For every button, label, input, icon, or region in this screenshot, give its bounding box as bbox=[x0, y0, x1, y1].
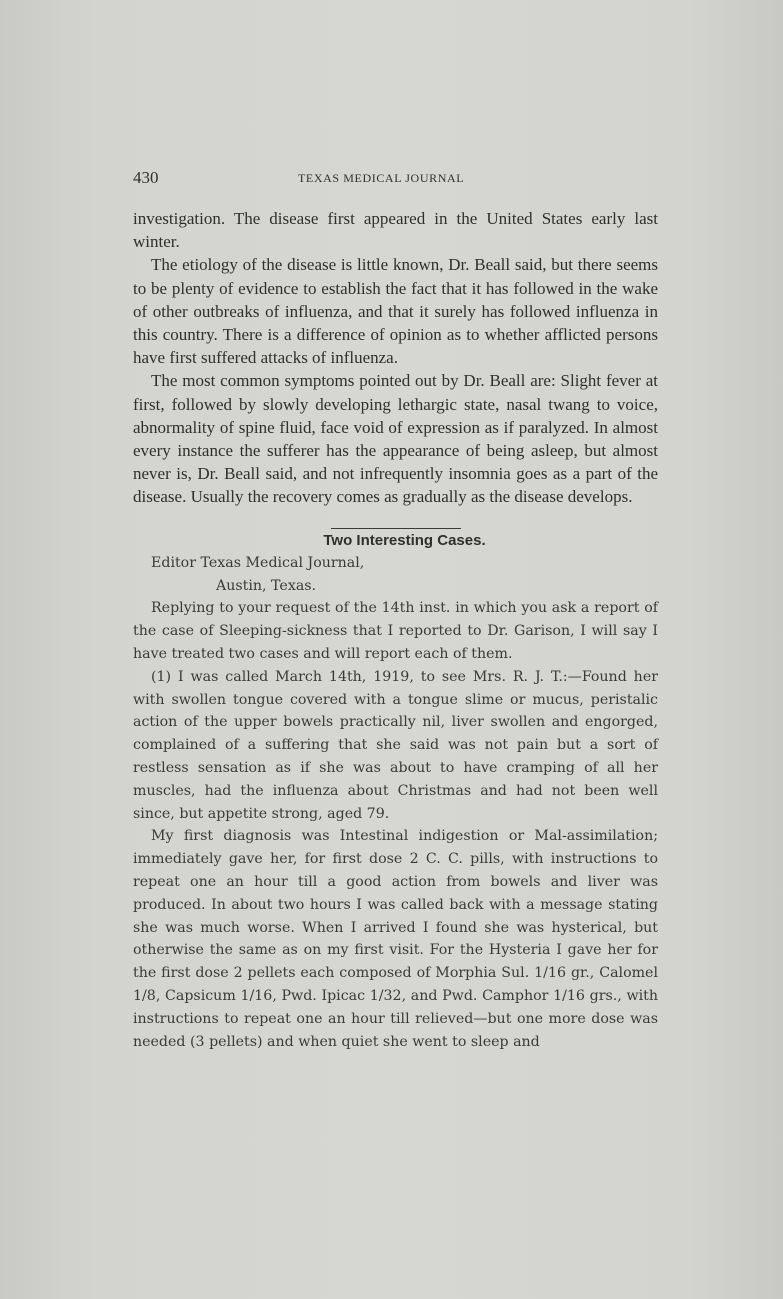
letter-salutation: Editor Texas Medical Journal, bbox=[151, 554, 365, 571]
section-title: Two Interesting Cases. bbox=[323, 531, 486, 549]
letter-paragraph: (1) I was called March 14th, 1919, to see Mrs. R. J. T.:—Found her with swollen tongue covered with a tongue slime or mucus, peristalic action of the upper bowels practically nil, liver swollen and engorged, complained of a suffering that she said was not pain but a sort of restless sensation as if she was about to have cramping of all her muscles, had the influenza about Christmas and had not been well since, but appetite strong, aged 79. bbox=[133, 668, 658, 822]
letter-paragraph: Replying to your request of the 14th inst. in which you ask a report of the case of Sleeping-sickness that I reported to Dr. Garison, I will say I have treated two cases and will report each of them. bbox=[133, 600, 658, 663]
page-header bbox=[133, 168, 658, 192]
letter bbox=[133, 552, 658, 1054]
letter-address: Austin, Texas. bbox=[216, 577, 317, 594]
paragraph: investigation. The disease first appeared in the United States early last winter. bbox=[133, 209, 658, 252]
paragraph: The most common symptoms pointed out by Dr. Beall are: Slight fever at first, followed by slowly developing lethargic state, nasal twang to voice, abnormality of spine fluid, face void of expression as if paralyzed. In almost every instance the sufferer has the appearance of being asleep, but almost never is, Dr. Beall said, and not infrequently insomnia goes as a part of the disease. Usually the recovery comes as gradually as the disease develops. bbox=[133, 371, 658, 507]
paragraph: The etiology of the disease is little known, Dr. Beall said, but there seems to be plenty of evidence to establish the fact that it has followed in the wake of other outbreaks of influenza, and that it surely has followed influenza in this country. There is a difference of opinion as to whether afflicted persons have first suffered attacks of influenza. bbox=[133, 255, 658, 368]
page-number: 430 bbox=[133, 168, 159, 187]
article-body bbox=[133, 207, 658, 1053]
running-head: TEXAS MEDICAL JOURNAL bbox=[298, 171, 465, 185]
letter-paragraph: My first diagnosis was Intestinal indigestion or Mal-assimilation; immediately gave her, for first dose 2 C. C. pills, with instructions to repeat one an hour till a good action from bowels and liver was produced. In about two hours I was called back with a message stating she was much worse. When I arrived I found she was hysterical, but otherwise the same as on my first visit. For the Hysteria I gave her for the first dose 2 pellets each composed of Morphia Sul. 1/16 gr., Calomel 1/8, Capsicum 1/16, Pwd. Ipicac 1/32, and Pwd. Camphor 1/16 grs., with instructions to repeat one an hour till relieved—but one more dose was needed (3 pellets) and when quiet she went to sleep and bbox=[133, 828, 658, 1050]
